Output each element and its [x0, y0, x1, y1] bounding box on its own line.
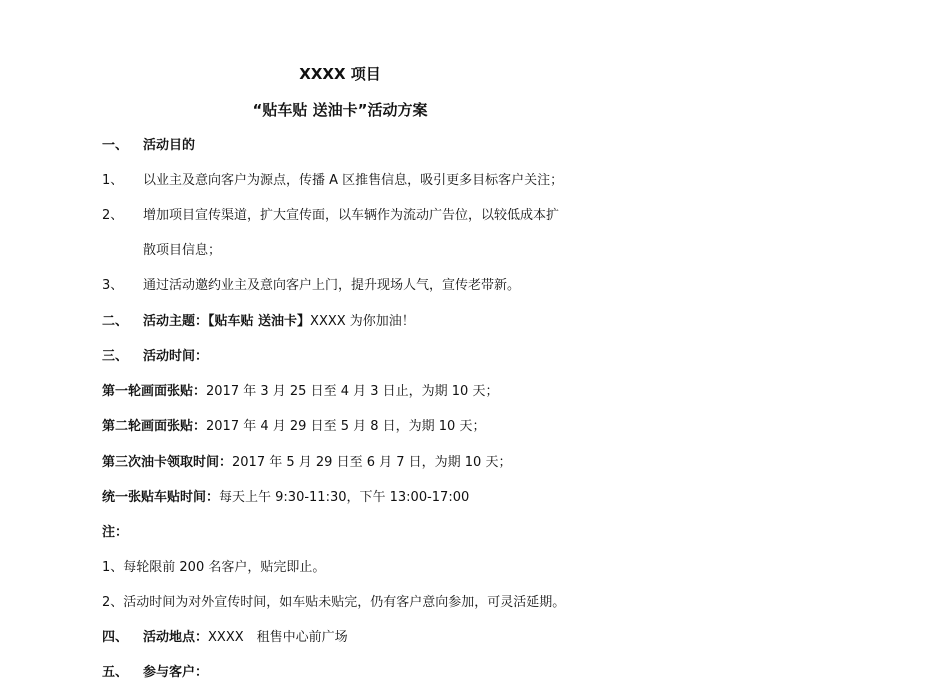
time-row-4-text: 每天上午 9:30-11:30，下午 13:00-17:00 [219, 490, 470, 505]
section-3-number: 三、 [102, 349, 129, 364]
time-row-1-text: 2017 年 3 月 25 日至 4 月 3 日止，为期 10 天； [206, 384, 499, 399]
time-row-4-label: 统一张贴车贴时间： [102, 490, 220, 505]
time-row-1-label: 第一轮画面张贴： [102, 384, 207, 399]
location-text: XXXX 租售中心前广场 [208, 630, 348, 645]
time-row-3 [102, 453, 511, 473]
time-row-3-text: 2017 年 5 月 29 日至 6 月 7 日，为期 10 天； [232, 455, 512, 470]
section-5-number: 五、 [102, 665, 129, 680]
section-4-title: 活动地点： [143, 630, 209, 645]
theme-bracket-text: 【贴车贴 送油卡】 [208, 314, 311, 329]
purpose-item-3-number: 3、 [102, 278, 124, 293]
note-1: 1、每轮限前 200 名客户，贴完即止。 [102, 560, 326, 575]
time-row-2-label: 第二轮画面张贴： [102, 419, 207, 434]
note-2: 2、活动时间为对外宣传时间，如车贴未贴完，仍有客户意向参加，可灵活延期。 [102, 595, 566, 610]
section-2-number: 二、 [102, 314, 129, 329]
note-label: 注： [102, 525, 129, 540]
time-row-3-label: 第三次油卡领取时间： [102, 455, 233, 470]
section-2-heading [102, 312, 415, 332]
section-4-heading [102, 628, 348, 648]
time-row-1 [102, 382, 498, 402]
purpose-item-2-continued: 散项目信息； [143, 243, 222, 258]
purpose-item-1-text: 以业主及意向客户为源点，传播 A 区推售信息，吸引更多目标客户关注； [143, 173, 564, 188]
doc-title-line1: XXXX 项目 [299, 65, 381, 83]
section-1-heading [102, 136, 195, 156]
time-row-2 [102, 417, 485, 437]
purpose-item-1 [102, 171, 563, 191]
section-2-title: 活动主题： [143, 314, 209, 329]
purpose-item-2-number: 2、 [102, 208, 124, 223]
section-4-number: 四、 [102, 630, 129, 645]
doc-title-line2: “贴车贴 送油卡”活动方案 [252, 101, 428, 119]
section-1-number: 一、 [102, 138, 129, 153]
section-5-title: 参与客户： [143, 665, 209, 680]
section-3-heading [102, 347, 208, 367]
time-row-4 [102, 488, 469, 508]
section-5-heading [102, 663, 208, 683]
purpose-item-3-text: 通过活动邀约业主及意向客户上门，提升现场人气，宣传老带新。 [143, 278, 521, 293]
section-3-title: 活动时间： [143, 349, 209, 364]
section-1-title: 活动目的 [143, 138, 196, 153]
purpose-item-1-number: 1、 [102, 173, 124, 188]
purpose-item-3 [102, 276, 520, 296]
purpose-item-2 [102, 206, 559, 226]
theme-text: XXXX 为你加油！ [310, 314, 415, 329]
time-row-2-text: 2017 年 4 月 29 日至 5 月 8 日，为期 10 天； [206, 419, 486, 434]
purpose-item-2-text: 增加项目宣传渠道，扩大宣传面，以车辆作为流动广告位，以较低成本扩 [143, 208, 560, 223]
